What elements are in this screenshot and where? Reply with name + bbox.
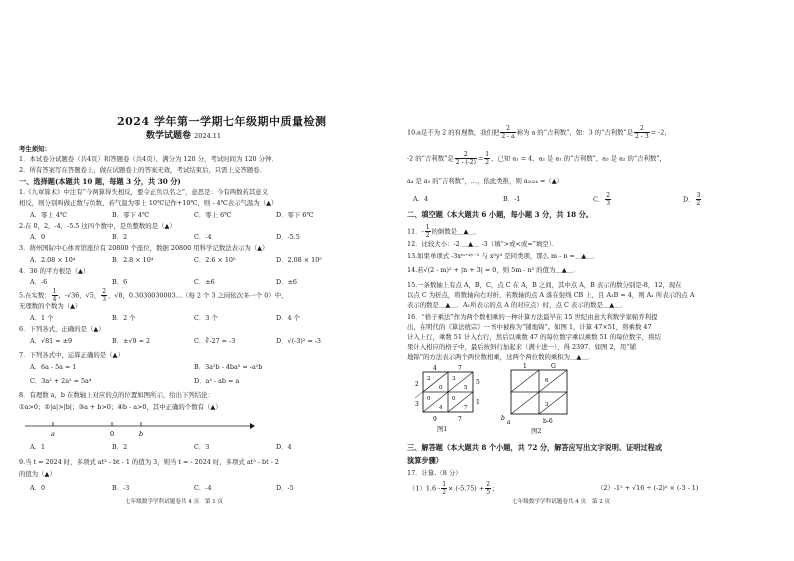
exam-date: 2024.11 [194,132,222,140]
q7-option-b: B．3a²b - 4ba² = -a²b [194,363,263,371]
section-2-heading: 二、填空题（本大题共 6 小题，每小题 3 分，共 18 分。 [407,210,593,219]
q8-option-b: B．2 [112,443,128,451]
fig1-left-2: 2 [415,381,419,388]
q10-option-c: C． $\frac{2}{3}$ [593,192,611,207]
q10-option-a: A．4 [413,195,429,203]
q17-heading: 17．计算.（8 分） [407,469,462,477]
q16-line-2: 出，在明代的《算法统宗》一书中被称为“铺地锦”。如图 1，计算 47×51，将乘数 47 [407,323,652,331]
q3-line: 3．萌州国际中心体育馆座位有 20800 个座位，数据 20800 用科学记数法表示为（▲） [19,244,269,252]
q4-line: 4．36 的平方根是（▲） [19,267,90,275]
fig1-cell-1: 2 [427,376,431,382]
fig1-cell-8: 7 [464,405,468,411]
exam-subtitle [146,128,221,141]
q8-line-1: 8．有理数 a，b 在数轴上对应的点的位置如图所示，给出下列结论： [19,391,214,399]
fig1-right-5: 5 [476,379,480,386]
q7-line: 7．下列各式中，运算正确的是（▲） [19,351,124,359]
fig1-cell-6: 4 [439,405,443,411]
q1-option-a: A．零上 4℃ [30,211,68,219]
q17-part-2: （2）-1² + √16 ÷ (-2)² × (-3 - 1) [597,484,699,492]
q4-option-a: A．-6 [30,278,48,286]
q10-fraction-d: $\frac{1}{2}$ [485,151,490,166]
q2-line: 2.在 0，2，-4，-5.5 这四个数中，是负整数的是（▲） [19,222,176,230]
page-1-footer: 七年级数学学科试题卷共 4 页 第 1 页 [125,499,224,505]
q15-line-2: 以点 C 为折点，将数轴向右对折，若数轴的点 A 落在射线 CB 上，且 A₁B = 4，则 A₁ 所表示的点 A [407,291,695,299]
q15-line-3: 表示的数是＿▲＿．A₁所表示的点 A 的对应点）时，点 C 表示的数是＿▲＿． [407,301,627,309]
fig2-cell-3: 3 [545,402,549,408]
fig1-cell-2: 0 [439,385,443,391]
q16-line-5: 地锦”的方法表示两个两位数相乘，这两个两位数的乘积为＿▲＿． [407,353,595,361]
q5-option-c: C．3 个 [194,314,218,322]
q10-text-c: = -2， [650,128,671,137]
page-2-footer: 七年级数学学科试题卷共 4 页 第 2 页 [512,499,611,505]
q5-option-b: B．2 个 [112,314,136,322]
q10-option-d: D． $\frac{3}{2}$ [683,192,701,207]
fig1-cell-4: 5 [464,385,468,391]
q10-fraction-b: $\frac{2}{2 - 3}$ [635,125,649,140]
q5-line-2: 无理数的个数为（▲） [19,302,82,310]
fig2-cell-6: 6 [545,378,549,384]
fig2-top-1: 1 [523,363,527,370]
fig1-right-1: 1 [476,399,480,406]
fig1-cell-7: 0 [452,396,456,402]
figure-2-lattice [497,362,583,428]
q15-line-1: 15.一条数轴上有点 A，B，C，点 C 在 A，B 之间，其中点 A，B 表示的数分别是-8，12，现在 [407,281,682,289]
q5-prefix: 5.在实数： [19,291,51,300]
notice-heading: 考生须知： [19,145,51,153]
q10-text-a: 10.a是不为 2 的有理数，我们把 [407,128,500,137]
fig2-left-a: a [507,419,511,426]
q16-line-3: 计入上行，乘数 51 计入右行，然后以乘数 47 的每位数字乘以乘数 51 的每位数字，将结 [407,333,661,341]
q8-option-c: C．3 [194,443,210,451]
q4-option-b: B．6 [112,278,128,286]
fig1-top-4: 4 [433,365,437,372]
q14-line: 14.若√(2 - m)² + |n + 3| = 0，则 5m - n² 的值为＿▲＿． [407,266,580,274]
q3-option-a: A．2.08 × 10⁴ [30,256,76,264]
q10-line-1 [407,125,671,140]
figure-1-lattice [411,364,491,426]
q2-option-b: B．2 [112,233,128,241]
q17-part-1: （1）1.6 - $\frac{1}{2}$ × (-5.75) + $\frac{2}{5}$ ； [409,481,499,496]
q11-line: 11．- $\frac{1}{2}$ 的倒数是＿▲＿． [407,224,482,239]
q1-option-b: B．零下 4℃ [112,211,150,219]
q5-fraction-2: $\frac{2}{3}$ [102,288,107,303]
q16-line-1: 16．“格子乘法”作为两个数相乘的一种计算方法最早在 15 世纪由意大利数学家帕乔利提 [407,313,658,321]
q7-option-d: D．a² - ab = a [194,377,240,385]
q1-option-d: D．零下 6℃ [276,211,314,219]
q4-option-d: D．±6 [276,278,297,286]
q8-number-line [25,416,255,438]
exam-subtitle-text: 数学试题卷 [146,131,192,141]
q2-option-a: A．0 [30,233,46,241]
q10-fraction-c: $\frac{2}{2 - (-2)}$ [455,151,476,166]
q3-option-d: D．2.08 × 10⁵ [276,256,322,264]
q7-option-c: C．3a² + 2a² = 5a⁴ [30,377,92,385]
q10-text-e: = [477,154,484,163]
q1-line-1: 1.《九章算术》中注有“今两算得失相反，要令正负以名之”，意思是：今有两数若其意义 [19,188,269,196]
q6-option-b: B．±√9 = 2 [112,337,151,345]
fig2-top-g: G [551,363,556,370]
q4-option-c: C．±6 [194,278,215,286]
q10-line-3: a₄ 是 a₃ 的“吉利数”，…，依此类推，则 a₂₀₂₄ =（▲） [407,177,564,185]
q2-option-d: D．-5.5 [276,233,300,241]
q8-option-a: A．1 [30,443,46,451]
q9-option-b: B．-3 [112,484,130,492]
q9-option-d: D．-5 [276,484,294,492]
q7-option-a: A．6a - 5a = 1 [30,363,77,371]
q8-line-2: ①a>0；②|a|>|b|；③a + b>0；④b - a>0，其中正确的个数有（▲） [19,403,222,411]
figure-1-caption: 图1 [437,425,448,433]
exam-title: 2024 学年第一学期七年级期中质量检测 [117,115,327,128]
figure-2-caption: 图2 [531,427,542,435]
q13-line: 13.如果单项式 -3xᵐ⁺⁴ʸ⁻² 与 x⁵y³ 是同类项，那么 m - n =＿▲＿． [407,252,599,260]
notice-item-2: 2．所有答案写在答题卷上，做在试题卷上的答案无效，考试结束后，只需上交答题卷． [19,166,266,174]
q1-line-2: 相反，则分别叫做正数与负数，若气温为零上 10℃记作+10℃，则 - 4℃表示气温为（▲） [19,199,278,207]
q3-option-c: C．2.6 × 10⁵ [194,256,236,264]
fig2-bottom-b6: b-6 [543,418,553,425]
q9-line-1: 9.当 t = 2024 时，多项式 at³ - bt - 1 的值为 3，则当 t = - 2024 时，多项式 at³ - bt - 2 [19,458,279,466]
q10-line-2 [407,151,666,166]
q5-expr: ，-√36，√5， [58,291,101,300]
q6-line: 6．下列各式，正确的是（▲） [19,325,105,333]
axis-label-b: b [139,430,144,438]
q10-text-f: ，已知 a₁ = 4，a₂ 是 a₁ 的“吉利数”，a₃ 是 a₂ 的“吉利数”， [491,154,667,163]
q10-text-b: 称为 a 的“吉利数”，如：3 的“吉利数”是 [516,128,634,137]
q9-option-a: A．0 [30,484,46,492]
q2-option-c: C．-4 [194,233,212,241]
q5-fraction-1: $\frac{1}{4}$ [52,288,57,303]
section-3-heading-2: 演算步骤） [407,456,443,465]
page-2 [397,0,794,561]
number-line-arrow-icon [250,423,255,429]
q10-option-b: B．-1 [503,195,521,203]
q10-fraction-a: $\frac{2}{2 - a}$ [501,125,515,140]
q6-option-a: A．√81 = ±9 [30,337,73,345]
q3-option-b: B．2.8 × 10⁴ [112,256,154,264]
q5-option-d: D．4 个 [276,314,301,322]
section-3-heading: 三、解答题（本大题共 8 个小题，共 72 分，解答应写出文字说明、证明过程或 [407,443,663,452]
notice-item-1: 1．本试卷分试题卷（共4页）和答题卷（共4页），满分为 120 分，考试时间为 120 分钟． [19,155,278,163]
axis-label-a: a [51,430,55,438]
q6-option-c: C．∛-27 = -3 [194,337,236,345]
q10-text-d: -2 的“吉利数”是 [407,154,454,163]
q5-option-a: A．1 个 [30,314,54,322]
q5-expr-2: ，√8，0.3030030003…（每 2 个 3 之间依次多一个 0）中， [108,291,288,300]
q9-line-2: 的值为（▲） [19,470,56,478]
q9-option-c: C．-4 [194,484,212,492]
fig2-left-b: b [501,415,505,422]
fig1-bottom-9: 9 [433,416,437,423]
q6-option-d: D．√(-3)² = -3 [276,337,322,345]
fig1-bottom-7: 7 [458,416,462,423]
q5-line-1 [19,288,288,303]
q16-line-4: 果计入相应的格子中，最后按斜行加起来（满十进一），得 2397．如图 2，用“铺 [407,343,636,351]
fig1-cell-5: 0 [427,396,431,402]
q11-fraction: $\frac{1}{2}$ [425,224,430,239]
q8-option-d: D．4 [276,443,292,451]
axis-label-0: 0 [110,430,115,438]
fig1-cell-3: 3 [452,376,456,382]
section-1-heading: 一、选择题(本题共 10 题，每题 3 分，共 30 分) [19,177,181,186]
q1-option-c: C．零上 6℃ [194,211,232,219]
fig1-left-3: 3 [415,401,419,408]
fig1-top-7: 7 [458,365,462,372]
q12-line: 12．比较大小：-2 ＿▲＿ -3（填“>或<或=”填空）． [407,240,559,248]
